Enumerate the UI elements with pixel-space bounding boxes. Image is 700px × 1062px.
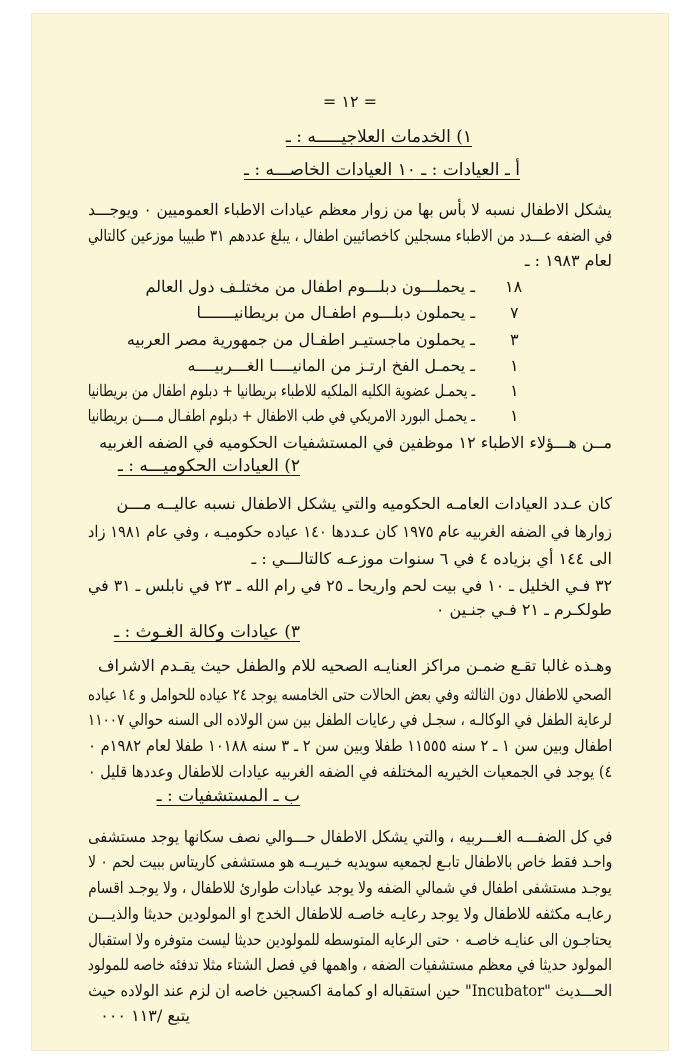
doctor-count: ١٨ bbox=[505, 277, 523, 296]
para4-line: واحـد فقط خاص بالاطفال تابـع لجمعيه سويديه خـيريــه هو مستشفى كاريتاس ببيت لحم ٠ لا bbox=[87, 852, 613, 871]
para4-line: يحتاجـون الى عنايـه خاصـه ٠ حتى الرعايه المتوسطه للمولودين حديثا ليست متوفره ولا استقبال bbox=[88, 930, 612, 949]
para2-line: كان عـدد العيادات العامـه الحكوميه والتي يشكل الاطفال نسبه عاليــه مـــن bbox=[116, 494, 612, 513]
heading-hospitals: ب ـ المستشفيات : ـ bbox=[156, 786, 300, 806]
doctor-count: ١ bbox=[510, 381, 519, 400]
para2-line: الى ١٤٤ أي بزياده ٤ في ٦ سنوات موزعـه كالتالـــي : ـ bbox=[251, 549, 612, 568]
doctor-count: ٣ bbox=[510, 330, 519, 349]
charity-clinics-item: ٤) يوجد في الجمعيات الخيريه المختلفه في الضفه الغربيه عيادات للاطفال وعددها قليل ٠ bbox=[87, 762, 612, 781]
doctor-count: ١ bbox=[510, 406, 519, 425]
para2-line: زوارها في الضفه الغربيه عام ١٩٧٥ كان عـددها ١٤٠ عياده حكوميـه ، وفي عام ١٩٨١ زاد bbox=[88, 522, 612, 541]
para4-line: يوجـد مستشفى اطفال في شمالي الضفه ولا يوجد عيادات طوارئ للاطفال ، ولا يوجـد اقسام bbox=[88, 878, 612, 897]
para1-line: في الضفه عـــدد من الاطباء مسجلين كاخصائيين اطفال ، يبلغ عددهم ٣١ طبيبا موزعين كالتالي bbox=[87, 226, 613, 245]
para4-line: في كل الضفـــه الغـــربيه ، والتي يشكل الاطفال حـــوالي نصف سكانها يوجد مستشفى bbox=[87, 827, 612, 846]
gov-employed-note: مــن هـــؤلاء الاطباء ١٢ موظفين في المستشفيات الحكوميه في الضفه الغربيه bbox=[99, 433, 612, 452]
para4-line: رعايـه مكثفه للاطفال ولا يوجد رعايـه خاصـه للاطفال الخدج او المولودين حديثا والذيـــن bbox=[88, 904, 612, 923]
doctor-row: ـ يحمـل البورد الامريكي في طب الاطفال + دبلوم اطفـال مــــن بريطانيا bbox=[87, 406, 475, 425]
para2-line: طولكـرم ـ ٢١ فـي جنـين ٠ bbox=[435, 600, 612, 619]
doctor-row: ـ يحملون ماجستيـر اطفـال من جمهورية مصر العربيه bbox=[126, 330, 475, 349]
heading-government-clinics: ٢) العيادات الحكوميـــه : ـ bbox=[117, 456, 300, 476]
para3-line: وهـذه غالبا تقـع ضمـن مراكز العنايـه الصحيه للام والطفل حيث يقـدم الاشراف bbox=[97, 656, 612, 675]
doctor-row: ـ يحمـل عضوية الكليه الملكيه للاطباء بريطانيا + دبلوم اطفال من بريطانيا bbox=[87, 381, 475, 400]
doctor-count: ٧ bbox=[510, 303, 519, 322]
para3-line: لرعاية الطفل في الوكالـه ، سجـل في رعايات الطفل بين سن الولاده الى السنه حوالي ١١٠٠٧ bbox=[88, 710, 612, 729]
para4-line: الحـــديث "Incubator" حين استقباله او كمامة اكسجين خاصه ان لزم عند الولاده حيث bbox=[88, 981, 612, 1000]
doctor-row: ـ يحمـل الفخ ارتـز من المانيــــا الغـــربيــــه bbox=[187, 356, 475, 375]
para1-line: يشكل الاطفال نسبه لا بأس بها من زوار معظم عيادات الاطباء العموميين ٠ ويوجـــد bbox=[88, 200, 612, 219]
heading-private-clinics: أ ـ العيادات : ـ ١٠ العيادات الخاصـــه : ـ bbox=[243, 160, 520, 180]
doctor-row: ـ يحملـــون دبلـــوم اطفال من مختلـف دول العالم bbox=[145, 277, 475, 296]
para2-line: ٣٢ فـي الخليل ـ ١٠ في بيت لحم واريحا ـ ٢٥ في رام الله ـ ٢٣ في نابلس ـ ٣١ في bbox=[87, 576, 612, 595]
para1-line: لعام ١٩٨٣ : ـ bbox=[524, 251, 612, 270]
para3-line: الصحي للاطفال دون الثالثه وفي بعض الحالات حتى الخامسه يوجد ٢٤ عياده للحوامل و ١٤ عياده bbox=[88, 685, 612, 704]
para3-line: اطفال وبين سن ١ ـ ٢ سنه ١١٥٥٥ طفلا وبين سن ٢ ـ ٣ سنه ١٠١٨٨ طفلا لعام ١٩٨٢م ٠ bbox=[87, 736, 612, 755]
doctor-count: ١ bbox=[510, 356, 519, 375]
heading-treatment-services: ١) الخدمات العلاجيـــــه : ـ bbox=[285, 127, 472, 147]
doctor-row: ـ يحملون دبلـــوم اطفـال من بريطانيـــــــا bbox=[196, 303, 475, 322]
page-number: = ١٢ = bbox=[322, 92, 378, 111]
heading-unrwa-clinics: ٣) عيادات وكالة الغـوث : ـ bbox=[114, 622, 300, 642]
para4-line: المولود حديثا في معظم مستشفيات الضفه ، واهمها في فصل الشتاء مثلا تدفئه خاصه للمولود bbox=[87, 955, 612, 974]
continued-marker: يتبع /١١٣ ٠٠٠ bbox=[100, 1006, 190, 1025]
